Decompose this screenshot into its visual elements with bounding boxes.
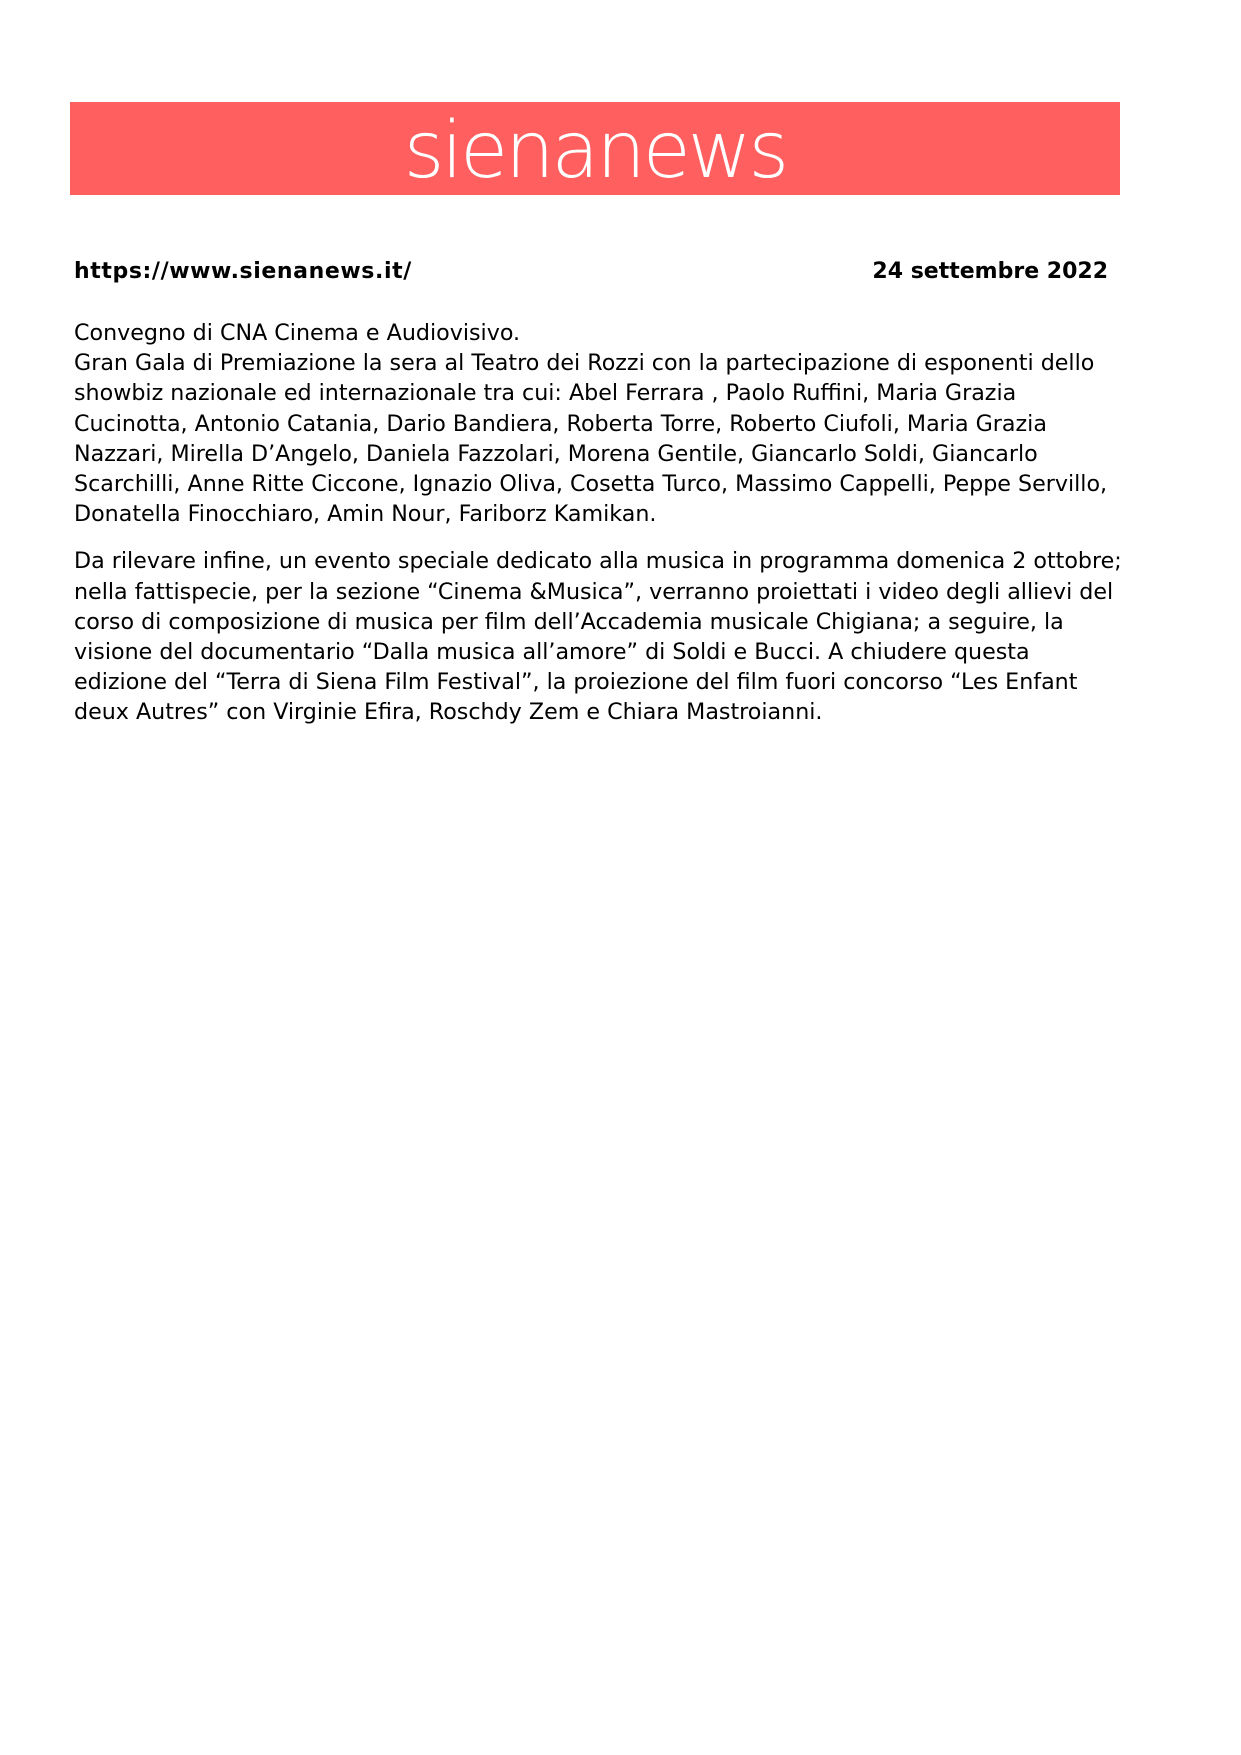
header-banner xyxy=(70,102,1120,195)
article-meta xyxy=(74,258,1108,286)
article-body xyxy=(74,318,1124,728)
article-paragraph-2: Da rilevare infine, un evento speciale dedicato alla musica in programma domenica 2 ottobre; nella fattispecie, per la sezione “Cinema &Musica”, verranno proiettati i video degli allievi del corso di composizione di musica per film dell’Accademia musicale Chigiana; a seguire, la visione del documentario “Dalla musica all’amore” di Soldi e Bucci. A chiudere questa edizione del “Terra di Siena Film Festival”, la proiezione del film fuori concorso “Les Enfant deux Autres” con Virginie Efira, Roschdy Zem e Chiara Mastroianni. xyxy=(74,548,1122,726)
article-intro-line: Convegno di CNA Cinema e Audiovisivo. xyxy=(74,320,521,346)
sienanews-logo: sienanews xyxy=(403,105,787,196)
publication-date: 24 settembre 2022 xyxy=(872,259,1108,284)
article-paragraph-1: Gran Gala di Premiazione la sera al Teatro dei Rozzi con la partecipazione di esponenti dello showbiz nazionale ed internazionale tra cui: Abel Ferrara , Paolo Ruffini, Maria Grazia Cucinotta, Antonio Catania, Dario Bandiera, Roberta Torre, Roberto Ciufoli, Maria Grazia Nazzari, Mirella D’Angelo, Daniela Fazzolari, Morena Gentile, Giancarlo Soldi, Giancarlo Scarchilli, Anne Ritte Ciccone, Ignazio Oliva, Cosetta Turco, Massimo Cappelli, Peppe Servillo, Donatella Finocchiaro, Amin Nour, Fariborz Kamikan. xyxy=(74,350,1108,528)
source-url[interactable]: https://www.sienanews.it/ xyxy=(74,259,412,284)
